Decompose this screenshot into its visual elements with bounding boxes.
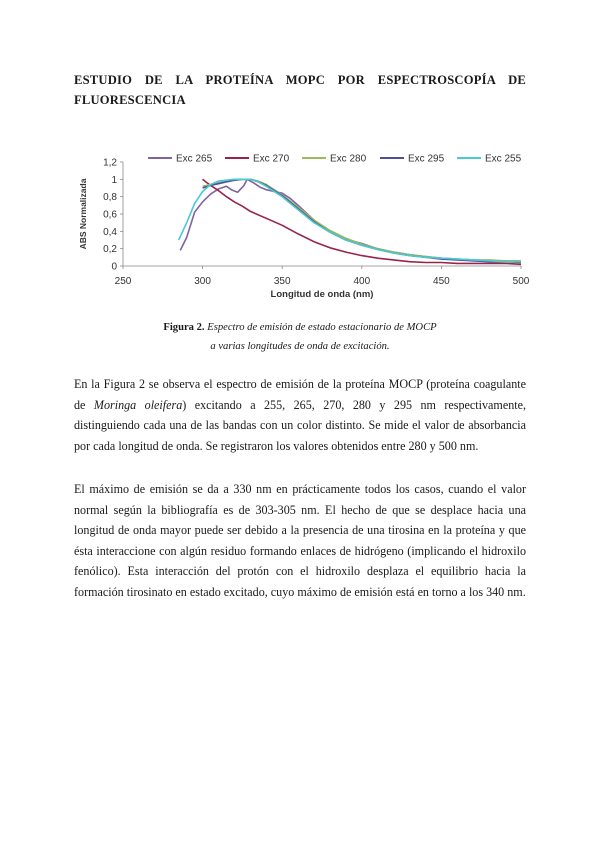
x-tick-label: 500 <box>512 276 530 287</box>
legend-label: Exc 265 <box>176 153 213 165</box>
paragraph-1 <box>74 374 526 456</box>
caption-line-2: a varias longitudes de onda de excitación. <box>210 341 390 352</box>
x-tick-label: 300 <box>194 276 211 287</box>
x-axis-label: Longitud de onda (nm) <box>270 289 374 300</box>
x-tick-label: 350 <box>273 276 291 287</box>
paragraph-1-end: ) excitando a 255, 265, 270, 280 y 295 nm respectivamente, distinguiendo cada una de las bandas con un color distinto. Se mide el valor de absorbancia por cada longitud de onda. Se registraron los valores obtenidos entre 280 y 500 nm. <box>74 397 526 453</box>
title-line-1: ESTUDIO DE LA PROTEÍNA MOPC POR ESPECTROSCOPÍA DE <box>74 73 526 87</box>
y-tick-label: 0 <box>111 261 117 273</box>
x-tick-label: 450 <box>433 276 450 287</box>
y-tick-label: 0,2 <box>103 244 117 256</box>
title-line-2: FLUORESCENCIA <box>74 93 186 107</box>
legend-label: Exc 270 <box>253 153 290 165</box>
y-tick-label: 0,4 <box>103 226 117 238</box>
y-tick-label: 0,6 <box>103 209 117 221</box>
chart-legend <box>148 154 522 165</box>
caption-line-1 <box>74 318 526 337</box>
series-line-exc-270 <box>203 179 521 264</box>
legend-label: Exc 255 <box>485 153 522 165</box>
series-line-exc-295 <box>203 179 521 262</box>
y-tick-label: 0,8 <box>103 192 117 204</box>
figure-label: Figura 2. <box>163 322 205 333</box>
y-tick-label: 1 <box>111 174 117 186</box>
y-tick-label: 1,2 <box>103 157 117 169</box>
series-line-exc-265 <box>180 179 521 261</box>
emission-spectrum-chart <box>70 148 540 308</box>
series-line-exc-255 <box>179 179 521 261</box>
series-line-exc-280 <box>203 179 521 260</box>
legend-label: Exc 295 <box>408 153 445 165</box>
x-tick-label: 250 <box>114 276 132 287</box>
document-title <box>74 70 526 110</box>
figure-caption <box>74 318 526 356</box>
chart-series <box>179 179 521 264</box>
paragraph-2: El máximo de emisión se da a 330 nm en prácticamente todos los casos, cuando el valor normal según la bibliografía es de 303-305 nm. El hecho de que se desplace hacia una longitud de onda mayor puede ser debido a la presencia de una tirosina en la proteína y que ésta interaccione con algún residuo formando enlaces de hidrógeno (implicando el hidroxilo fenólico). Esta interacción del protón con el hidroxilo desplaza el equilibrio hacia la formación tirosinato en estado excitado, cuyo máximo de emisión está en torno a los 340 nm. <box>74 482 526 599</box>
caption-text-1: Espectro de emisión de estado estacionario de MOCP <box>207 322 437 333</box>
chart-axes <box>78 158 530 301</box>
paragraph-1-start: En la Figura 2 se observa el espectro de emisión de la proteína MOCP (proteína coagulante de <box>74 377 526 412</box>
legend-label: Exc 280 <box>330 153 367 165</box>
x-tick-label: 400 <box>353 276 371 287</box>
species-name: Moringa oleifera <box>93 397 183 412</box>
y-axis-label: ABS Normalizada <box>78 178 88 250</box>
